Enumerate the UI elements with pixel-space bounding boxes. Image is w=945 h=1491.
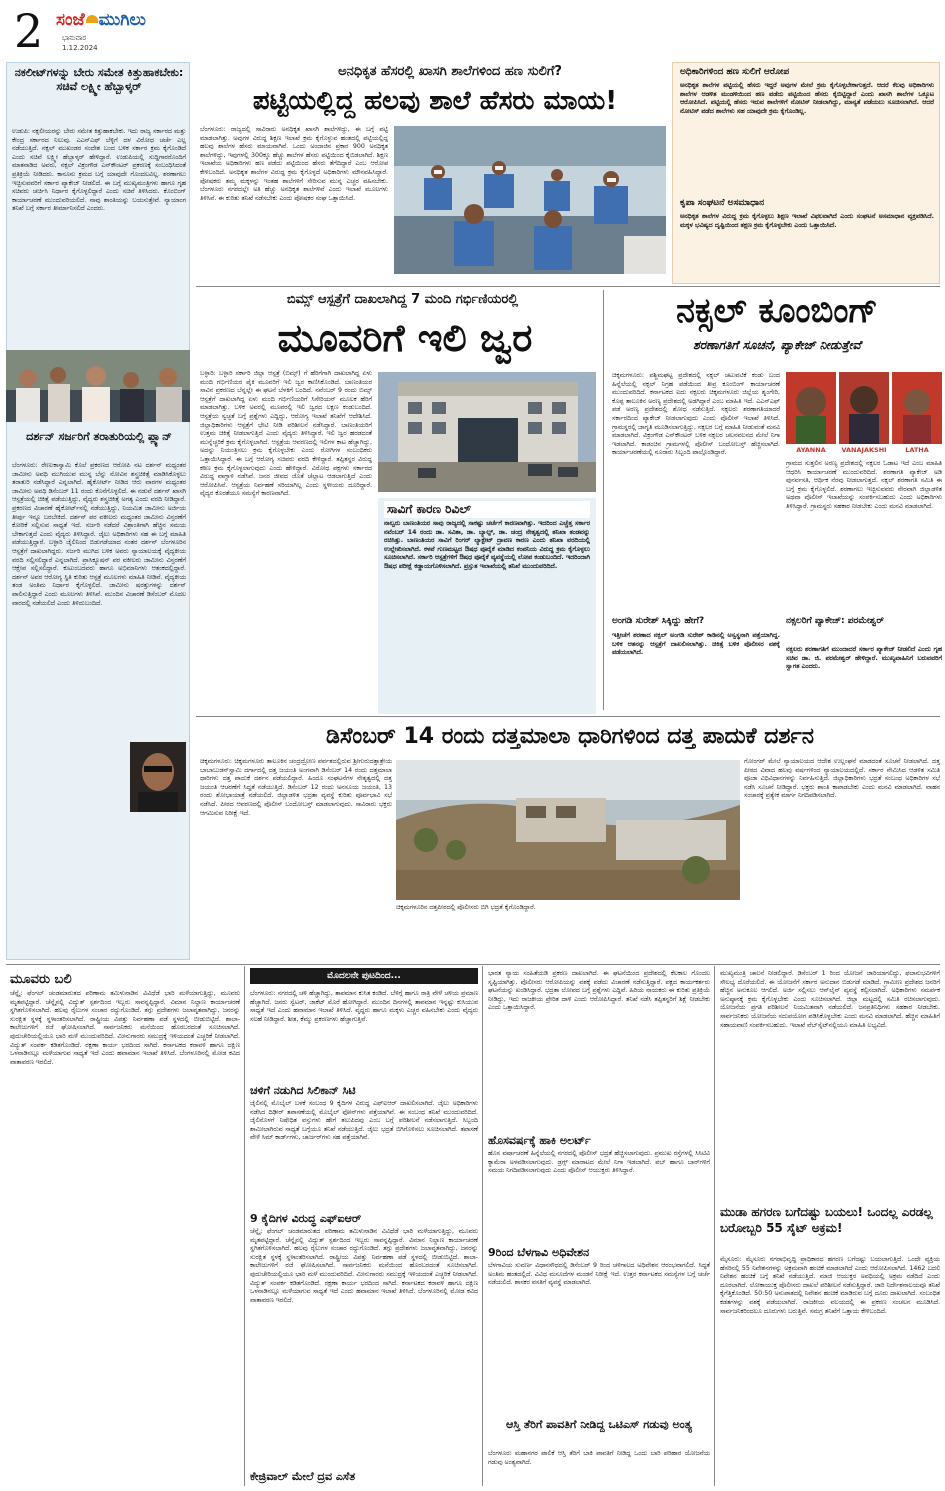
left-headline-2: ದರ್ಶನ್ ಸರ್ಜರಿಗೆ ತರಾತುರಿಯಲ್ಲಿ ಪ್ಲ್ಯಾನ್ — [26, 430, 172, 443]
naxal-name-1: AYANNA — [796, 446, 826, 454]
bottom-col4-article: ಮೈಸೂರು: ಮೈಸೂರು ನಗರಾಭಿವೃದ್ಧಿ ಪ್ರಾಧಿಕಾರದ ಹಗರಣ ಬಗೆದಷ್ಟು ಬಯಲಾಗುತ್ತಿದೆ. ಒಂದೇ ವ್ಯಕ್ತಿಯ ಹೆಸರಿನಲ್ಲಿ 55 ನಿವೇಶನಗಳನ್ನು ಅಕ್ರಮವಾಗಿ ಹಂಚಿಕೆ ಮಾಡಲಾಗಿದೆ ಎಂದು ಆರೋಪಿಸಲಾಗಿದೆ. 1462 ಬದಲಿ ನಿವೇಶನ ಹಂಚಿಕೆ ಬಗ್ಗೆ ತನಿಖೆ ನಡೆಯುತ್ತಿದೆ. ಮಾಜಿ ಆಯುಕ್ತರ ಅವಧಿಯಲ್ಲಿ ಅಕ್ರಮ ನಡೆದಿದೆ ಎಂದು ದೂರಲಾಗಿದೆ. ಲೋಕಾಯುಕ್ತ ಪೊಲೀಸರು ದಾಖಲೆ ಪರಿಶೀಲನೆ ನಡೆಸುತ್ತಿದ್ದಾರೆ. ಜಾರಿ ನಿರ್ದೇಶನಾಲಯವೂ ತನಿಖೆ ಕೈಗೆತ್ತಿಕೊಂಡಿದೆ. 50:50 ಅನುಪಾತದಲ್ಲಿ ನಿವೇಶನ ಹಂಚಿಕೆ ಮಾಡಿರುವ ಬಗ್ಗೆ ದೂರು ದಾಖಲಾಗಿದೆ. ಸಂಬಂಧಿತ ಕಡತಗಳನ್ನು ವಶಕ್ಕೆ ಪಡೆಯಲಾಗಿದೆ. ರಾಜಕೀಯ ವಲಯದಲ್ಲಿ ಈ ಪ್ರಕರಣ ಸಂಚಲನ ಮೂಡಿಸಿದೆ. ಸಾರ್ವಜನಿಕರಿಂದಲೂ ದೂರುಗಳು ಬರುತ್ತಿವೆ. ಸಮಗ್ರ ತನಿಖೆಗೆ ಒತ್ತಾಯ ಕೇಳಿಬಂದಿದೆ. — [720, 1256, 940, 1315]
divider — [244, 966, 245, 1486]
rat-headline: ಮೂವರಿಗೆ ಇಲಿ ಜ್ವರ — [277, 316, 533, 360]
divider — [6, 964, 940, 965]
naxal-name-3: LATHA — [905, 446, 929, 454]
naxal-name-2: VANAJAKSHI — [841, 446, 887, 454]
datta-article-right: ಗೋಂಗರ್ ಮೇಲೆ ನ್ಯಾಯಾಲಯದ ಆದೇಶ ಉಲ್ಲಂಘನೆ ಮಾಡದಂತೆ ಸೂಚನೆ ನೀಡಲಾಗಿದೆ. ದತ್ತ ಪೀಠದ ವಿವಾದ ಹಲವು ವರ್ಷಗಳಿಂದ ನ್ಯಾಯಾಲಯದಲ್ಲಿದೆ. ಸರ್ಕಾರ ನೇಮಿಸಿದ ಆಡಳಿತ ಸಮಿತಿ ಪೂಜಾ ವಿಧಿವಿಧಾನಗಳನ್ನು ನಿರ್ವಹಿಸುತ್ತಿದೆ. ಜಿಲ್ಲಾಧಿಕಾರಿಗಳು ಭದ್ರತೆ ಸಂಬಂಧ ಅಧಿಕಾರಿಗಳ ಸಭೆ ನಡೆಸಿ ಸೂಚನೆ ನೀಡಿದ್ದಾರೆ. ಭಕ್ತರು ಶಾಂತಿ ಕಾಪಾಡಬೇಕು ಎಂದು ಮನವಿ ಮಾಡಲಾಗಿದೆ. ವಾಹನ ಸಂಚಾರಕ್ಕೆ ಪ್ರತ್ಯೇಕ ಮಾರ್ಗ ನಿಗದಿಪಡಿಸಲಾಗಿದೆ. — [744, 758, 940, 800]
bottom-col3-headline-2: 9ರಿಂದ ಬೆಳಗಾವಿ ಅಧಿವೇಶನ — [488, 1246, 590, 1259]
naxal-photos — [786, 372, 942, 456]
left-article-2: ಬೆಂಗಳೂರು: ರೇಣುಕಾಸ್ವಾಮಿ ಕೊಲೆ ಪ್ರಕರಣದ ಆರೋಪಿ ನಟ ದರ್ಶನ್ ಮಧ್ಯಂತರ ಜಾಮೀನು ಅವಧಿ ಮುಗಿಯುವ ಮುನ್ನ ಬೆನ್ನು ನೋವಿನ ಶಸ್ತ್ರಚಿಕಿತ್ಸೆ ಮಾಡಿಸಿಕೊಳ್ಳಲು ತರಾತುರಿ ನಡೆಸಿದ್ದಾರೆ ಎನ್ನಲಾಗಿದೆ. ಹೈಕೋರ್ಟ್ ನೀಡಿದ ಆರು ವಾರಗಳ ಮಧ್ಯಂತರ ಜಾಮೀನು ಅವಧಿ ಡಿಸೆಂಬರ್ 11 ರಂದು ಕೊನೆಗೊಳ್ಳಲಿದೆ. ಈ ನಡುವೆ ದರ್ಶನ್ ಖಾಸಗಿ ಆಸ್ಪತ್ರೆಯಲ್ಲಿ ಚಿಕಿತ್ಸೆ ಪಡೆಯುತ್ತಿದ್ದು, ವೈದ್ಯರು ಶಸ್ತ್ರಚಿಕಿತ್ಸೆ ಅಗತ್ಯ ಎಂದು ವರದಿ ನೀಡಿದ್ದಾರೆ. ಪ್ರಕರಣದ ವಿಚಾರಣೆ ಹೈಕೋರ್ಟ್‌ನಲ್ಲಿ ನಡೆಯುತ್ತಿದ್ದು, ನಿಯಮಿತ ಜಾಮೀನು ಅರ್ಜಿಯ ತೀರ್ಪು ಇನ್ನೂ ಬರಬೇಕಿದೆ. ದರ್ಶನ್ ಪರ ವಕೀಲರು ಮಧ್ಯಂತರ ಜಾಮೀನು ವಿಸ್ತರಣೆಗೆ ಕೋರಿಕೆ ಸಲ್ಲಿಸುವ ಸಾಧ್ಯತೆ ಇದೆ. ಸರ್ಜರಿ ನಡೆದರೆ ವಿಶ್ರಾಂತಿಗಾಗಿ ಹೆಚ್ಚಿನ ಸಮಯ ಬೇಕಾಗುತ್ತದೆ ಎಂದು ವೈದ್ಯರು ತಿಳಿಸಿದ್ದಾರೆ. ಜೈಲು ಅಧಿಕಾರಿಗಳು ಸಹ ಈ ಬಗ್ಗೆ ಮಾಹಿತಿ ಪಡೆಯುತ್ತಿದ್ದಾರೆ. ಬಳ್ಳಾರಿ ಜೈಲಿನಿಂದ ಬಿಡುಗಡೆಯಾದ ನಂತರ ದರ್ಶನ್ ಬೆಂಗಳೂರಿನ ಆಸ್ಪತ್ರೆಗೆ ದಾಖಲಾಗಿದ್ದರು. ಸರ್ಜರಿ ಮುಗಿದ ಬಳಿಕ ಅವರು ನ್ಯಾಯಾಲಯಕ್ಕೆ ವೈದ್ಯಕೀಯ ವರದಿ ಸಲ್ಲಿಸಲಿದ್ದಾರೆ ಎನ್ನಲಾಗಿದೆ. ಪ್ರಾಸಿಕ್ಯೂಷನ್ ಪರ ವಕೀಲರು ಜಾಮೀನು ವಿಸ್ತರಣೆಗೆ ಆಕ್ಷೇಪ ಸಲ್ಲಿಸಲಿದ್ದಾರೆ. ಕುಟುಂಬದವರು ಹಾಗೂ ಅಭಿಮಾನಿಗಳು ಆತಂಕದಲ್ಲಿದ್ದಾರೆ. ದರ್ಶನ್ ಅವರ ಆರೋಗ್ಯ ಸ್ಥಿತಿ ಕುರಿತು ಆಸ್ಪತ್ರೆ ಮೂಲಗಳು ಮಾಹಿತಿ ನೀಡಿವೆ. ವೈದ್ಯಕೀಯ ತಂಡ ಅಂತಿಮ ನಿರ್ಧಾರ ಕೈಗೊಳ್ಳಲಿದೆ. ಜಾಮೀನು ಷರತ್ತುಗಳನ್ನು ದರ್ಶನ್ ಪಾಲಿಸುತ್ತಿದ್ದಾರೆ ಎಂದು ಮೂಲಗಳು ತಿಳಿಸಿವೆ. ಮುಂದಿನ ವಿಚಾರಣೆ ಡಿಸೆಂಬರ್ ಮೊದಲ ವಾರದಲ್ಲಿ ನಡೆಯಲಿದೆ ಎಂದು ತಿಳಿದುಬಂದಿದೆ. — [12, 462, 186, 607]
hospital-photo — [378, 372, 596, 492]
masthead-date: 1.12.2024 — [62, 44, 98, 52]
divider — [482, 966, 483, 1486]
minister-photo — [6, 350, 190, 422]
schools-article: ಬೆಂಗಳೂರು: ರಾಜ್ಯದಲ್ಲಿ ಸಾವಿರಾರು ಅನಧಿಕೃತ ಖಾಸಗಿ ಶಾಲೆಗಳಿದ್ದು, ಈ ಬಗ್ಗೆ ಪಟ್ಟಿ ಮಾಡಲಾಗಿತ್ತು. ಅವುಗಳ ವಿರುದ್ಧ ಶಿಕ್ಷಣ ಇಲಾಖೆ ಕ್ರಮ ಕೈಗೊಳ್ಳುವ ಹಂತದಲ್ಲಿ ಪಟ್ಟಿಯಲ್ಲಿದ್ದ ಹಲವು ಶಾಲೆಗಳ ಹೆಸರು ಮಾಯವಾಗಿವೆ. ಒಂದು ಅಂದಾಜಿನ ಪ್ರಕಾರ 900 ಅನಧಿಕೃತ ಶಾಲೆಗಳಿದ್ದು, ಇವುಗಳಲ್ಲಿ 300ಕ್ಕೂ ಹೆಚ್ಚು ಶಾಲೆಗಳ ಹೆಸರು ಪಟ್ಟಿಯಿಂದ ಕೈಬಿಡಲಾಗಿದೆ. ಶಿಕ್ಷಣ ಇಲಾಖೆಯ ಅಧಿಕಾರಿಗಳು ಹಣ ಪಡೆದು ಪಟ್ಟಿಯಿಂದ ಹೆಸರು ತೆಗೆದಿದ್ದಾರೆ ಎಂಬ ಆರೋಪ ಕೇಳಿಬಂದಿದೆ. ಅನಧಿಕೃತ ಶಾಲೆಗಳ ವಿರುದ್ಧ ಕ್ರಮ ಕೈಗೊಳ್ಳದೆ ಅಧಿಕಾರಿಗಳು ಮೌನವಹಿಸಿದ್ದಾರೆ. ಪೋಷಕರು ತಮ್ಮ ಮಕ್ಕಳನ್ನು ಇಂತಹ ಶಾಲೆಗಳಿಗೆ ಸೇರಿಸುವ ಮುನ್ನ ಎಚ್ಚರ ವಹಿಸಬೇಕು. ಬೆಂಗಳೂರು ನಗರದಲ್ಲೇ ಅತಿ ಹೆಚ್ಚು ಅನಧಿಕೃತ ಶಾಲೆಗಳಿವೆ ಎಂದು ಇಲಾಖೆ ಮೂಲಗಳು ತಿಳಿಸಿವೆ. ಈ ಕುರಿತು ತನಿಖೆ ನಡೆಸಬೇಕು ಎಂದು ಪೋಷಕರ ಸಂಘ ಒತ್ತಾಯಿಸಿದೆ. — [200, 126, 388, 202]
bottom-col2-headline-1: ಚಳಿಗೆ ನಡುಗಿದ ಸಿಲಿಕಾನ್ ಸಿಟಿ — [250, 1084, 356, 1097]
rat-box-body: ನಾಲ್ವರು ಬಾಣಂತಿಯರ ಸಾವು ರಾಜ್ಯದಲ್ಲಿ ಸಾಕಷ್ಟು ಚರ್ಚೆಗೆ ಕಾರಣವಾಗಿತ್ತು. ಇದರಿಂದ ಎಚ್ಚೆತ್ತ ಸರ್ಕಾರ ನವೆಂಬರ್ 14 ರಂದು ಡಾ. ಸವಿತಾ, ಡಾ. ಬ್ಯಾಲ್ಪ್, ಡಾ. ಚಂದ್ರ ನೇತೃತ್ವದಲ್ಲಿ ತನಿಖಾ ತಂಡವನ್ನು ರಚಿಸಿತ್ತು. ಬಾಣಂತಿಯರ ಸಾವಿಗೆ ರಿಂಗರ್ ಲ್ಯಾಕ್ಟೇಟ್ ದ್ರಾವಣ ಕಾರಣ ಎಂದು ತನಿಖಾ ವರದಿಯಲ್ಲಿ ಉಲ್ಲೇಖಿಸಲಾಗಿದೆ. ಕಳಪೆ ಗುಣಮಟ್ಟದ ಔಷಧ ಪೂರೈಕೆ ಮಾಡಿದ ಕಂಪನಿಯ ವಿರುದ್ಧ ಕ್ರಮ ಕೈಗೊಳ್ಳಲು ಸೂಚಿಸಲಾಗಿದೆ. ಸರ್ಕಾರಿ ಆಸ್ಪತ್ರೆಗಳಿಗೆ ಔಷಧ ಪೂರೈಕೆ ವ್ಯವಸ್ಥೆಯಲ್ಲಿ ಲೋಪ ಕಂಡುಬಂದಿದೆ. ಇದರಿಂದಾಗಿ ಔಷಧ ಪರೀಕ್ಷೆ ಕಡ್ಡಾಯಗೊಳಿಸಲಾಗಿದೆ. ಪ್ರಸ್ತುತ ಇಲಾಖೆಯಲ್ಲಿ ತನಿಖೆ ಮುಂದುವರಿದಿದೆ. — [384, 520, 590, 570]
right-box-body-1: ಅನಧಿಕೃತ ಶಾಲೆಗಳ ಪಟ್ಟಿಯಲ್ಲಿ ಹೆಸರು ಇದ್ದರೆ ಅವುಗಳ ಮೇಲೆ ಕ್ರಮ ಕೈಗೊಳ್ಳಬೇಕಾಗುತ್ತದೆ. ಆದರೆ ಕೆಲವು ಅಧಿಕಾರಿಗಳು ಶಾಲೆಗಳ ಆಡಳಿತ ಮಂಡಳಿಯಿಂದ ಹಣ ಪಡೆದು ಪಟ್ಟಿಯಿಂದ ಹೆಸರು ಕೈಬಿಟ್ಟಿದ್ದಾರೆ ಎಂದು ಖಾಸಗಿ ಶಾಲೆಗಳ ಒಕ್ಕೂಟ ಆರೋಪಿಸಿದೆ. ಪಟ್ಟಿಯಲ್ಲಿ ಹೆಸರು ಇರುವ ಶಾಲೆಗಳಿಗೆ ನೋಟಿಸ್ ನೀಡಲಾಗಿದ್ದು, ಮಾನ್ಯತೆ ಪಡೆಯಲು ಸೂಚಿಸಲಾಗಿದೆ. ಆದರೆ ನೋಟಿಸ್ ಪಡೆದ ಶಾಲೆಗಳು ಸಹ ಯಾವುದೇ ಕ್ರಮ ಕೈಗೊಂಡಿಲ್ಲ. — [680, 82, 934, 115]
datta-peeta-photo — [396, 760, 740, 900]
schools-headline: ಪಟ್ಟಿಯಲ್ಲಿದ್ದ ಹಲವು ಶಾಲೆ ಹೆಸರು ಮಾಯ! — [252, 86, 618, 116]
masthead — [0, 0, 945, 58]
bottom-col1-headline: ಮೂವರು ಬಲಿ — [10, 972, 72, 987]
rat-kicker: ಬಿಮ್ಸ್ ಆಸ್ಪತ್ರೆಗೆ ದಾಖಲಾಗಿದ್ದ 7 ಮಂದಿ ಗರ್ಭಿಣಿಯರಲ್ಲಿ — [286, 292, 519, 307]
divider — [714, 966, 715, 1486]
front-page-banner — [250, 968, 478, 984]
bottom-col2-article-1: ಜೈಲಿನಲ್ಲಿ ಮೊಬೈಲ್ ಬಳಕೆ ಸಂಬಂಧ 9 ಕೈದಿಗಳ ವಿರುದ್ಧ ಎಫ್‌ಐಆರ್ ದಾಖಲಿಸಲಾಗಿದೆ. ಜೈಲು ಅಧಿಕಾರಿಗಳು ನಡೆಸಿದ ದಿಢೀರ್ ತಪಾಸಣೆಯಲ್ಲಿ ಮೊಬೈಲ್ ಫೋನ್‌ಗಳು ಪತ್ತೆಯಾಗಿವೆ. ಈ ಸಂಬಂಧ ತನಿಖೆ ಮುಂದುವರಿದಿದೆ. ಜೈಲಿನೊಳಗೆ ನಿಷೇಧಿತ ವಸ್ತುಗಳು ಹೇಗೆ ತಲುಪಿದವು ಎಂಬ ಬಗ್ಗೆ ಪರಿಶೀಲನೆ ನಡೆಸಲಾಗುತ್ತಿದೆ. ಸಿಬ್ಬಂದಿ ಶಾಮೀಲಾಗಿರುವ ಸಾಧ್ಯತೆ ಬಗ್ಗೆಯೂ ತನಿಖೆ ನಡೆಯುತ್ತಿದೆ. ಜೈಲು ಭದ್ರತೆ ಬಿಗಿಗೊಳಿಸಲು ಸೂಚಿಸಲಾಗಿದೆ. ತಪಾಸಣೆ ವೇಳೆ ಸಿಮ್ ಕಾರ್ಡ್‌ಗಳು, ಚಾರ್ಜರ್‌ಗಳು ಸಹ ಪತ್ತೆಯಾಗಿವೆ. — [250, 1100, 478, 1142]
divider — [196, 286, 940, 287]
bottom-col2-headline-2: 9 ಕೈದಿಗಳ ವಿರುದ್ಧ ಎಫ್‌ಐಆರ್ — [250, 1212, 362, 1225]
masthead-logo — [56, 10, 146, 32]
schools-kicker: ಅನಧಿಕೃತ ಹೆಸರಲ್ಲಿ ಖಾಸಗಿ ಶಾಲೆಗಳಿಂದ ಹಣ ಸುಲಿಗೆ? — [338, 64, 562, 79]
bottom-col3-article-1: ಹೊಸ ವರ್ಷಾಚರಣೆ ಹಿನ್ನೆಲೆಯಲ್ಲಿ ನಗರದಲ್ಲಿ ಪೊಲೀಸ್ ಭದ್ರತೆ ಹೆಚ್ಚಿಸಲಾಗುವುದು. ಪ್ರಮುಖ ರಸ್ತೆಗಳಲ್ಲಿ ಸಿಸಿಟಿವಿ ಕ್ಯಾಮೆರಾ ಅಳವಡಿಸಲಾಗುವುದು. ಡ್ರಗ್ಸ್ ಮಾರಾಟದ ಮೇಲೆ ನಿಗಾ ಇಡಲಾಗಿದೆ. ಪಬ್ ಹಾಗೂ ಬಾರ್‌ಗಳಿಗೆ ಸಮಯ ನಿಗದಿಪಡಿಸಲಾಗುವುದು ಎಂದು ಪೊಲೀಸ್ ಆಯುಕ್ತರು ತಿಳಿಸಿದ್ದಾರೆ. — [488, 1150, 710, 1175]
bottom-col3-headline-1: ಹೊಸವರ್ಷಕ್ಕೆ ಹಾಕಿ ಅಲರ್ಟ್ — [488, 1134, 591, 1147]
right-box-title-2: ಕೃಪಾ ಸಂಘಟನೆ ಅಸಮಾಧಾನ — [680, 198, 765, 208]
darshan-photo — [130, 742, 186, 812]
naxal-article: ಚಿಕ್ಕಮಗಳೂರು: ಪಶ್ಚಿಮಘಟ್ಟ ಪ್ರದೇಶದಲ್ಲಿ ನಕ್ಸಲ್ ಚಟುವಟಿಕೆ ಕಂಡು ಬಂದ ಹಿನ್ನೆಲೆಯಲ್ಲಿ ನಕ್ಸಲ್ ನಿಗ್ರಹ ಪಡೆಯಿಂದ ತೀವ್ರ ಕೂಂಬಿಂಗ್ ಕಾರ್ಯಾಚರಣೆ ಮುಂದುವರಿದಿದೆ. ಕರ್ನಾಟಕದ ಐದು ನಕ್ಸಲರು ಚಿಕ್ಕಮಗಳೂರು ಜಿಲ್ಲೆಯ ಶೃಂಗೇರಿ, ಕೊಪ್ಪ ತಾಲೂಕಿನ ಅರಣ್ಯ ಪ್ರದೇಶದಲ್ಲಿ ಅಡಗಿದ್ದಾರೆ ಎಂಬ ಮಾಹಿತಿ ಇದೆ. ಎಎನ್‌ಎಫ್ ಪಡೆ ಅರಣ್ಯ ಪ್ರದೇಶದಲ್ಲಿ ಶೋಧ ನಡೆಸುತ್ತಿದೆ. ನಕ್ಸಲರು ಶರಣಾಗತಿಯಾದರೆ ಸರ್ಕಾರದಿಂದ ಪ್ಯಾಕೇಜ್ ನೀಡಲಾಗುವುದು ಎಂದು ಪೊಲೀಸ್ ಇಲಾಖೆ ತಿಳಿಸಿದೆ. ಗ್ರಾಮಸ್ಥರಲ್ಲಿ ಜಾಗೃತಿ ಮೂಡಿಸಲಾಗುತ್ತಿದ್ದು, ನಕ್ಸಲರ ಬಗ್ಗೆ ಮಾಹಿತಿ ನೀಡುವಂತೆ ಮನವಿ ಮಾಡಲಾಗಿದೆ. ವಿಕ್ರಂಗೌಡ ಎನ್‌ಕೌಂಟರ್ ಬಳಿಕ ನಕ್ಸಲರ ಚಲನವಲನದ ಮೇಲೆ ನಿಗಾ ಇಡಲಾಗಿದೆ. ಕಾಡಂಚಿನ ಗ್ರಾಮಗಳಲ್ಲಿ ಪೊಲೀಸ್ ಬಂದೋಬಸ್ತ್ ಹೆಚ್ಚಿಸಲಾಗಿದೆ. ಕಾರ್ಯಾಚರಣೆಯಲ್ಲಿ ನೂರಾರು ಸಿಬ್ಬಂದಿ ಪಾಲ್ಗೊಂಡಿದ್ದಾರೆ. — [612, 372, 780, 457]
right-box-title-1: ಅಧಿಕಾರಿಗಳಿಂದ ಹಣ ಸುಲಿಗೆ ಆರೋಪ — [680, 67, 790, 77]
naxal-subhead: ಶರಣಾಗತಿಗೆ ಸೂಚನೆ, ಪ್ಯಾಕೇಜ್ ನೀಡುತ್ತೇವೆ — [693, 338, 861, 352]
logo-sun-icon — [86, 15, 98, 23]
datta-headline: ಡಿಸೆಂಬರ್ 14 ರಂದು ದತ್ತಮಾಲಾ ಧಾರಿಗಳಿಂದ ದತ್ತ ಪಾದುಕೆ ದರ್ಶನ — [325, 724, 815, 749]
bottom-col3-headline-3: ಆಸ್ತಿ ತೆರಿಗೆ ಪಾವತಿಗೆ ನೀಡಿದ್ದ ಒಟಿಎಸ್ ಗಡುವು ಅಂತ್ಯ — [506, 1418, 692, 1431]
masthead-weekday: ಭಾನುವಾರ — [62, 34, 87, 42]
naxal-article-right: ಗ್ರಾಮದ ಸುತ್ತಲಿನ ಅರಣ್ಯ ಪ್ರದೇಶದಲ್ಲಿ ನಕ್ಸಲರ ಓಡಾಟ ಇದೆ ಎಂಬ ಮಾಹಿತಿ ಆಧರಿಸಿ ಕಾರ್ಯಾಚರಣೆ ಮುಂದುವರಿದಿದೆ. ಶರಣಾಗತಿ ಪ್ಯಾಕೇಜ್ ಅಡಿ ಪುನರ್ವಸತಿ, ಆರ್ಥಿಕ ನೆರವು ನೀಡಲಾಗುತ್ತದೆ. ನಕ್ಸಲ್ ಶರಣಾಗತಿ ಸಮಿತಿ ಈ ಬಗ್ಗೆ ಕ್ರಮ ಕೈಗೊಳ್ಳಲಿದೆ. ಶರಣಾಗಲು ಇಚ್ಛಿಸುವವರು ನೇರವಾಗಿ ಜಿಲ್ಲಾಡಳಿತ ಅಥವಾ ಪೊಲೀಸ್ ಇಲಾಖೆಯನ್ನು ಸಂಪರ್ಕಿಸಬಹುದು ಎಂದು ಅಧಿಕಾರಿಗಳು ತಿಳಿಸಿದ್ದಾರೆ. ಗ್ರಾಮಸ್ಥರು ಸಹಕಾರ ನೀಡಬೇಕು ಎಂದು ಮನವಿ ಮಾಡಲಾಗಿದೆ. — [786, 460, 942, 510]
naxal-sub-2-body: ನಕ್ಸಲರು ಶರಣಾಗತಿಗೆ ಮುಂದಾದರೆ ಸರ್ಕಾರ ಪ್ಯಾಕೇಜ್ ನೀಡಲಿದೆ ಎಂದು ಗೃಹ ಸಚಿವ ಡಾ. ಜಿ. ಪರಮೇಶ್ವರ್ ಹೇಳಿದ್ದಾರೆ. ಮುಖ್ಯವಾಹಿನಿಗೆ ಬರುವವರಿಗೆ ಸ್ವಾಗತ ಎಂದರು. — [786, 646, 942, 671]
bottom-col2-article-2: ಚೆನ್ನೈ: ಫೆಂಗಲ್ ಚಂಡಮಾರುತದ ಪರಿಣಾಮ ತಮಿಳುನಾಡಿನ ವಿವಿಧೆಡೆ ಭಾರಿ ಮಳೆಯಾಗುತ್ತಿದ್ದು, ಮೂವರು ಮೃತಪಟ್ಟಿದ್ದಾರೆ. ಚೆನ್ನೈನಲ್ಲಿ ವಿದ್ಯುತ್ ಸ್ಪರ್ಶದಿಂದ ಇಬ್ಬರು ಸಾವನ್ನಪ್ಪಿದ್ದಾರೆ. ವಿಮಾನ ನಿಲ್ದಾಣ ಕಾರ್ಯಾಚರಣೆ ಸ್ಥಗಿತಗೊಳಿಸಲಾಗಿದೆ. ಹಲವು ರೈಲುಗಳ ಸಂಚಾರ ರದ್ದುಗೊಂಡಿದೆ. ತಗ್ಗು ಪ್ರದೇಶಗಳು ಜಲಾವೃತವಾಗಿದ್ದು, ಜನರನ್ನು ಸುರಕ್ಷಿತ ಸ್ಥಳಕ್ಕೆ ಸ್ಥಳಾಂತರಿಸಲಾಗಿದೆ. ರಾಷ್ಟ್ರೀಯ ವಿಪತ್ತು ನಿರ್ವಹಣಾ ಪಡೆ ಸ್ಥಳದಲ್ಲಿ ಬೀಡುಬಿಟ್ಟಿದೆ. ಶಾಲಾ-ಕಾಲೇಜುಗಳಿಗೆ ರಜೆ ಘೋಷಿಸಲಾಗಿದೆ. ಸಾರ್ವಜನಿಕರು ಮನೆಯಿಂದ ಹೊರಬರದಂತೆ ಸೂಚಿಸಲಾಗಿದೆ. ಪುದುಚೇರಿಯಲ್ಲಿಯೂ ಭಾರಿ ಮಳೆ ಮುಂದುವರಿದಿದೆ. ಮೀನುಗಾರರು ಸಮುದ್ರಕ್ಕೆ ಇಳಿಯದಂತೆ ಎಚ್ಚರಿಕೆ ನೀಡಲಾಗಿದೆ. ವಿದ್ಯುತ್ ಸಂಪರ್ಕ ಕಡಿತಗೊಂಡಿದೆ. ರಕ್ಷಣಾ ಕಾರ್ಯ ಭರದಿಂದ ಸಾಗಿದೆ. ಕರ್ನಾಟಕದ ಕರಾವಳಿ ಹಾಗೂ ದಕ್ಷಿಣ ಒಳನಾಡಿನಲ್ಲೂ ಮಳೆಯಾಗುವ ಸಾಧ್ಯತೆ ಇದೆ ಎಂದು ಹವಾಮಾನ ಇಲಾಖೆ ತಿಳಿಸಿದೆ. ಬೆಂಗಳೂರಿನಲ್ಲಿ ಮೋಡ ಕವಿದ ವಾತಾವರಣ ಇರಲಿದೆ. — [250, 1228, 478, 1304]
naxal-sub-2: ನಕ್ಸಲರಿಗೆ ಪ್ಯಾಕೇಜ್: ಪರಮೇಶ್ವರ್ — [786, 616, 885, 626]
naxal-sub-1-body: ಇತ್ತೀಚೆಗೆ ಶರಣಾದ ನಕ್ಸಲ್ ಅಂಗಡಿ ಸುರೇಶ್ ಕಾಡಿನಲ್ಲಿ ಅಸ್ವಸ್ಥನಾಗಿ ಪತ್ತೆಯಾಗಿದ್ದ. ಬಳಿಕ ಆತನನ್ನು ಆಸ್ಪತ್ರೆಗೆ ದಾಖಲಿಸಲಾಗಿತ್ತು. ಚಿಕಿತ್ಸೆ ಬಳಿಕ ಪೊಲೀಸರ ವಶಕ್ಕೆ ಪಡೆಯಲಾಗಿದೆ. — [612, 632, 780, 657]
logo-part2: ಮುಗಿಲು — [98, 10, 146, 30]
bottom-col4-lead: ಮುಖ್ಯಮಂತ್ರಿ ಚಾಲನೆ ನೀಡಲಿದ್ದಾರೆ. ಡಿಸೆಂಬರ್ 1 ರಿಂದ ಯೋಜನೆ ಜಾರಿಯಾಗಲಿದ್ದು, ಫಲಾನುಭವಿಗಳಿಗೆ ಸೌಲಭ್ಯ ದೊರೆಯಲಿದೆ. ಈ ಯೋಜನೆಗೆ ಸರ್ಕಾರ ಅನುದಾನ ಬಿಡುಗಡೆ ಮಾಡಿದೆ. ಗ್ರಾಮೀಣ ಪ್ರದೇಶದ ಜನರಿಗೆ ಹೆಚ್ಚಿನ ಅನುಕೂಲ ಆಗಲಿದೆ. ಅರ್ಜಿ ಸಲ್ಲಿಸಲು ಆನ್‌ಲೈನ್ ವ್ಯವಸ್ಥೆ ಕಲ್ಪಿಸಲಾಗಿದೆ. ಅಧಿಕಾರಿಗಳು ಸಮರ್ಪಕ ಅನುಷ್ಠಾನಕ್ಕೆ ಕ್ರಮ ಕೈಗೊಳ್ಳಬೇಕು ಎಂದು ಸೂಚಿಸಲಾಗಿದೆ. ಜಿಲ್ಲಾ ಮಟ್ಟದಲ್ಲಿ ಸಮಿತಿ ರಚಿಸಲಾಗುವುದು. ಯೋಜನೆಯ ಪ್ರಗತಿ ಪರಿಶೀಲನೆ ನಿಯಮಿತವಾಗಿ ನಡೆಯಲಿದೆ. ಜನಪ್ರತಿನಿಧಿಗಳು ಸಹಕಾರ ನೀಡಬೇಕು. ಸಾರ್ವಜನಿಕರು ಯೋಜನೆಯ ಸದುಪಯೋಗ ಪಡಿಸಿಕೊಳ್ಳಬೇಕು ಎಂದು ಮನವಿ ಮಾಡಲಾಗಿದೆ. ಹೆಚ್ಚಿನ ಮಾಹಿತಿಗೆ ಸಹಾಯವಾಣಿ ಸಂಪರ್ಕಿಸಬಹುದು. ಇಲಾಖೆ ವೆಬ್‌ಸೈಟ್‌ನಲ್ಲಿಯೂ ಮಾಹಿತಿ ಲಭ್ಯವಿದೆ. — [720, 970, 940, 1029]
rat-article: ಬಳ್ಳಾರಿ: ಬಳ್ಳಾರಿ ಸರ್ಕಾರಿ ಜಿಲ್ಲಾ ಆಸ್ಪತ್ರೆ (ಬಿಮ್ಸ್) ಗೆ ಹೆರಿಗೆಗಾಗಿ ದಾಖಲಾಗಿದ್ದ ಏಳು ಮಂದಿ ಗರ್ಭಿಣಿಯರ ಪೈಕಿ ಮೂವರಿಗೆ ಇಲಿ ಜ್ವರ ಕಾಣಿಸಿಕೊಂಡಿದೆ. ಬಾಣಂತಿಯರ ಸಾವಿನ ಪ್ರಕರಣದ ಬೆನ್ನಲ್ಲೇ ಈ ಘಟನೆ ಬೆಳಕಿಗೆ ಬಂದಿದೆ. ನವೆಂಬರ್ 9 ರಂದು ಬಿಮ್ಸ್ ಆಸ್ಪತ್ರೆಗೆ ದಾಖಲಾಗಿದ್ದ ಏಳು ಮಂದಿ ಗರ್ಭಿಣಿಯರಿಗೆ ಸಿಸೇರಿಯನ್ ಮೂಲಕ ಹೆರಿಗೆ ಮಾಡಲಾಗಿತ್ತು. ಬಳಿಕ ಅವರಲ್ಲಿ ಮೂವರಲ್ಲಿ ಇಲಿ ಜ್ವರದ ಲಕ್ಷಣ ಕಂಡುಬಂದಿದೆ. ಆಸ್ಪತ್ರೆಯ ಸ್ವಚ್ಛತೆ ಬಗ್ಗೆ ಪ್ರಶ್ನೆಗಳು ಎದ್ದಿದ್ದು, ಆರೋಗ್ಯ ಇಲಾಖೆ ತನಿಖೆಗೆ ಆದೇಶಿಸಿದೆ. ಜಿಲ್ಲಾಧಿಕಾರಿಗಳು ಆಸ್ಪತ್ರೆಗೆ ಭೇಟಿ ನೀಡಿ ಪರಿಶೀಲನೆ ನಡೆಸಿದ್ದಾರೆ. ಬಾಣಂತಿಯರಿಗೆ ಉತ್ತಮ ಚಿಕಿತ್ಸೆ ನೀಡಲಾಗುತ್ತಿದೆ ಎಂದು ವೈದ್ಯರು ತಿಳಿಸಿದ್ದಾರೆ. ಇಲಿ ಜ್ವರ ಹರಡದಂತೆ ಮುನ್ನೆಚ್ಚರಿಕೆ ಕ್ರಮ ಕೈಗೊಳ್ಳಲಾಗಿದೆ. ಆಸ್ಪತ್ರೆಯ ಆವರಣದಲ್ಲಿ ಇಲಿಗಳ ಕಾಟ ಹೆಚ್ಚಾಗಿದ್ದು, ಅದನ್ನು ನಿಯಂತ್ರಿಸಲು ಕ್ರಮ ಕೈಗೊಳ್ಳಬೇಕು ಎಂದು ರೋಗಿಗಳ ಸಂಬಂಧಿಕರು ಒತ್ತಾಯಿಸಿದ್ದಾರೆ. ಈ ಬಗ್ಗೆ ಆರೋಗ್ಯ ಸಚಿವರು ವರದಿ ಕೇಳಿದ್ದಾರೆ. ತಪ್ಪಿತಸ್ಥರ ವಿರುದ್ಧ ಕಠಿಣ ಕ್ರಮ ಕೈಗೊಳ್ಳಲಾಗುವುದು ಎಂದು ಹೇಳಿದ್ದಾರೆ. ವಿರೋಧ ಪಕ್ಷಗಳು ಸರ್ಕಾರದ ವಿರುದ್ಧ ವಾಗ್ದಾಳಿ ನಡೆಸಿವೆ. ಜನರ ಜೀವದ ಜೊತೆ ಚೆಲ್ಲಾಟ ಆಡಲಾಗುತ್ತಿದೆ ಎಂದು ಆರೋಪಿಸಿವೆ. ಆಸ್ಪತ್ರೆಯ ನಿರ್ವಹಣೆ ಸರಿಯಾಗಿಲ್ಲ ಎಂದು ಸ್ಥಳೀಯರು ದೂರಿದ್ದಾರೆ. ವೈದ್ಯರ ಕೊರತೆಯೂ ಸಮಸ್ಯೆಗೆ ಕಾರಣವಾಗಿದೆ. — [200, 370, 372, 498]
left-headline-1: ನಕಲೀಟ್‌ಗಳನ್ನು ಬೇರು ಸಮೇತ ಕಿತ್ತುಹಾಕಬೇಕು: ಸಚಿವೆ ಲಕ್ಷ್ಮೀ ಹೆಬ್ಬಾಳ್ಕರ್ — [14, 66, 184, 93]
divider — [603, 290, 604, 710]
naxal-sub-1: ಅಂಗಡಿ ಸುರೇಶ್ ಸಿಕ್ಕಿದ್ದು ಹೇಗೆ? — [612, 616, 705, 626]
bottom-col4-headline: ಮುಡಾ ಹಗರಣ ಬಗೆದಷ್ಟು ಬಯಲು! ಒಂದಲ್ಲ ಎರಡಲ್ಲ ಬರೋಬ್ಬರಿ 55 ಸೈಟ್ ಅಕ್ರಮ! — [720, 1205, 933, 1235]
bottom-col1-article: ಚೆನ್ನೈ: ಫೆಂಗಲ್ ಚಂಡಮಾರುತದ ಪರಿಣಾಮ ತಮಿಳುನಾಡಿನ ವಿವಿಧೆಡೆ ಭಾರಿ ಮಳೆಯಾಗುತ್ತಿದ್ದು, ಮೂವರು ಮೃತಪಟ್ಟಿದ್ದಾರೆ. ಚೆನ್ನೈನಲ್ಲಿ ವಿದ್ಯುತ್ ಸ್ಪರ್ಶದಿಂದ ಇಬ್ಬರು ಸಾವನ್ನಪ್ಪಿದ್ದಾರೆ. ವಿಮಾನ ನಿಲ್ದಾಣ ಕಾರ್ಯಾಚರಣೆ ಸ್ಥಗಿತಗೊಳಿಸಲಾಗಿದೆ. ಹಲವು ರೈಲುಗಳ ಸಂಚಾರ ರದ್ದುಗೊಂಡಿದೆ. ತಗ್ಗು ಪ್ರದೇಶಗಳು ಜಲಾವೃತವಾಗಿದ್ದು, ಜನರನ್ನು ಸುರಕ್ಷಿತ ಸ್ಥಳಕ್ಕೆ ಸ್ಥಳಾಂತರಿಸಲಾಗಿದೆ. ರಾಷ್ಟ್ರೀಯ ವಿಪತ್ತು ನಿರ್ವಹಣಾ ಪಡೆ ಸ್ಥಳದಲ್ಲಿ ಬೀಡುಬಿಟ್ಟಿದೆ. ಶಾಲಾ-ಕಾಲೇಜುಗಳಿಗೆ ರಜೆ ಘೋಷಿಸಲಾಗಿದೆ. ಸಾರ್ವಜನಿಕರು ಮನೆಯಿಂದ ಹೊರಬರದಂತೆ ಸೂಚಿಸಲಾಗಿದೆ. ಪುದುಚೇರಿಯಲ್ಲಿಯೂ ಭಾರಿ ಮಳೆ ಮುಂದುವರಿದಿದೆ. ಮೀನುಗಾರರು ಸಮುದ್ರಕ್ಕೆ ಇಳಿಯದಂತೆ ಎಚ್ಚರಿಕೆ ನೀಡಲಾಗಿದೆ. ವಿದ್ಯುತ್ ಸಂಪರ್ಕ ಕಡಿತಗೊಂಡಿದೆ. ರಕ್ಷಣಾ ಕಾರ್ಯ ಭರದಿಂದ ಸಾಗಿದೆ. ಕರ್ನಾಟಕದ ಕರಾವಳಿ ಹಾಗೂ ದಕ್ಷಿಣ ಒಳನಾಡಿನಲ್ಲೂ ಮಳೆಯಾಗುವ ಸಾಧ್ಯತೆ ಇದೆ ಎಂದು ಹವಾಮಾನ ಇಲಾಖೆ ತಿಳಿಸಿದೆ. ಬೆಂಗಳೂರಿನಲ್ಲಿ ಮೋಡ ಕವಿದ ವಾತಾವರಣ ಇರಲಿದೆ. — [10, 990, 240, 1066]
divider — [196, 716, 940, 717]
datta-article: ಚಿಕ್ಕಮಗಳೂರು: ಚಿಕ್ಕಮಗಳೂರು ತಾಲೂಕಿನ ಚಂದ್ರದ್ರೋಣ ಪರ್ವತದಲ್ಲಿರುವ ಶ್ರೀಗುರುದತ್ತಾತ್ರೇಯ ಬಾಬಾಬುಡನ್‌ಸ್ವಾಮಿ ದರ್ಗಾದಲ್ಲಿ ದತ್ತ ಜಯಂತಿ ಅಂಗವಾಗಿ ಡಿಸೆಂಬರ್ 14 ರಂದು ದತ್ತಮಾಲಾ ಧಾರಿಗಳು ದತ್ತ ಪಾದುಕೆ ದರ್ಶನ ಪಡೆಯಲಿದ್ದಾರೆ. ಹಿಂದೂ ಸಂಘಟನೆಗಳ ನೇತೃತ್ವದಲ್ಲಿ ದತ್ತ ಜಯಂತಿ ಆಚರಣೆಗೆ ಸಿದ್ಧತೆ ನಡೆಯುತ್ತಿದೆ. ಡಿಸೆಂಬರ್ 12 ರಂದು ಅನಸೂಯ ಜಯಂತಿ, 13 ರಂದು ಶೋಭಾಯಾತ್ರೆ ನಡೆಯಲಿದೆ. ಜಿಲ್ಲಾಡಳಿತ ಭದ್ರತಾ ವ್ಯವಸ್ಥೆ ಕುರಿತು ಪೂರ್ವಭಾವಿ ಸಭೆ ನಡೆಸಿದೆ. ಪೀಠದ ಆವರಣದಲ್ಲಿ ಪೊಲೀಸ್ ಬಂದೋಬಸ್ತ್ ಮಾಡಲಾಗುವುದು. ಸಾವಿರಾರು ಭಕ್ತರು ಆಗಮಿಸುವ ನಿರೀಕ್ಷೆ ಇದೆ. — [200, 758, 392, 817]
naxal-photo-names — [786, 446, 942, 456]
bottom-col3-article-3: ಬೆಂಗಳೂರು ಮಹಾನಗರ ಪಾಲಿಕೆ ಆಸ್ತಿ ತೆರಿಗೆ ಬಾಕಿ ಪಾವತಿಗೆ ನೀಡಿದ್ದ ಒಂದು ಬಾರಿ ಪರಿಹಾರ ಯೋಜನೆಯ ಗಡುವು ಅಂತ್ಯವಾಗಿದೆ. — [488, 1450, 710, 1466]
page-number: 2 — [14, 4, 44, 58]
classroom-photo — [394, 126, 666, 274]
bottom-col3-lead: ಭಾರತ ನ್ಯಾಯ ಸಂಹಿತೆಯಡಿ ಪ್ರಕರಣ ದಾಖಲಾಗಿದೆ. ಈ ಘಟನೆಯಿಂದ ಪ್ರದೇಶದಲ್ಲಿ ಕೆಲಕಾಲ ಗೊಂದಲ ಸೃಷ್ಟಿಯಾಗಿತ್ತು. ಪೊಲೀಸರು ಆರೋಪಿಯನ್ನು ವಶಕ್ಕೆ ಪಡೆದು ವಿಚಾರಣೆ ನಡೆಸುತ್ತಿದ್ದಾರೆ. ಪಕ್ಷದ ಕಾರ್ಯಕರ್ತರು ಘಟನೆಯನ್ನು ಖಂಡಿಸಿದ್ದಾರೆ. ಭದ್ರತಾ ಲೋಪದ ಬಗ್ಗೆ ಪ್ರಶ್ನೆಗಳು ಎದ್ದಿವೆ. ಹಿರಿಯ ನಾಯಕರು ಈ ಕುರಿತು ಪ್ರತಿಕ್ರಿಯೆ ನೀಡಿದ್ದು, ಇದು ರಾಜಕೀಯ ಪ್ರೇರಿತ ದಾಳಿ ಎಂದು ಆರೋಪಿಸಿದ್ದಾರೆ. ತನಿಖೆ ನಡೆಸಿ ತಪ್ಪಿತಸ್ಥರಿಗೆ ಶಿಕ್ಷೆ ನೀಡಬೇಕು ಎಂದು ಒತ್ತಾಯಿಸಿದ್ದಾರೆ. — [488, 970, 710, 1012]
bottom-col2-headline-3: ಕೇಜ್ರಿವಾಲ್ ಮೇಲೆ ದ್ರವ ಎಸೆತ — [250, 1470, 356, 1483]
right-box-body-2: ಅನಧಿಕೃತ ಶಾಲೆಗಳ ವಿರುದ್ಧ ಕ್ರಮ ಕೈಗೊಳ್ಳಲು ಶಿಕ್ಷಣ ಇಲಾಖೆ ವಿಫಲವಾಗಿದೆ ಎಂದು ಸಂಘಟನೆ ಅಸಮಾಧಾನ ವ್ಯಕ್ತಪಡಿಸಿದೆ. ಮಕ್ಕಳ ಭವಿಷ್ಯದ ದೃಷ್ಟಿಯಿಂದ ತಕ್ಷಣ ಕ್ರಮ ಕೈಗೊಳ್ಳಬೇಕು ಎಂದು ಒತ್ತಾಯಿಸಿದೆ. — [680, 213, 934, 229]
front-page-banner-label: ಮೊದಲನೇ ಪುಟದಿಂದ... — [327, 971, 401, 981]
naxal-headline: ನಕ್ಸಲ್ ಕೂಂಬಿಂಗ್ — [676, 291, 878, 331]
bottom-col2-lead: ಬೆಂಗಳೂರು: ನಗರದಲ್ಲಿ ಚಳಿ ಹೆಚ್ಚಾಗಿದ್ದು, ತಾಪಮಾನ ಕುಸಿತ ಕಂಡಿದೆ. ಬೆಳಿಗ್ಗೆ ಹಾಗೂ ರಾತ್ರಿ ವೇಳೆ ಚಳಿಯ ಪ್ರಮಾಣ ಹೆಚ್ಚಾಗಿದೆ. ಜನರು ಸ್ವೆಟರ್, ಜಾಕೆಟ್ ಮೊರೆ ಹೋಗಿದ್ದಾರೆ. ಮುಂದಿನ ದಿನಗಳಲ್ಲಿ ತಾಪಮಾನ ಇನ್ನಷ್ಟು ಕುಸಿಯುವ ಸಾಧ್ಯತೆ ಇದೆ ಎಂದು ಹವಾಮಾನ ಇಲಾಖೆ ತಿಳಿಸಿದೆ. ವೃದ್ಧರು ಹಾಗೂ ಮಕ್ಕಳು ಎಚ್ಚರ ವಹಿಸಬೇಕು ಎಂದು ವೈದ್ಯರು ಸಲಹೆ ನೀಡಿದ್ದಾರೆ. ಶೀತ, ಕೆಮ್ಮು ಪ್ರಕರಣಗಳು ಹೆಚ್ಚಾಗುತ್ತಿವೆ. — [250, 990, 478, 1023]
logo-part1: ಸಂಜೆ — [56, 10, 85, 30]
left-article-1: ಉಡುಪಿ: ನಕ್ಸಲೀಯರನ್ನು ಬೇರು ಸಮೇತ ಕಿತ್ತುಹಾಕಬೇಕು. ಇದು ರಾಜ್ಯ ಸರ್ಕಾರದ ಮತ್ತು ಕೇಂದ್ರ ಸರ್ಕಾರದ ನಿಲುವು. ಎಎನ್‌ಎಫ್ ಬೆಳ್ಳಿಗೆ ದಳ ವಿರೋಧ ಚರ್ಚೆ ಎಲ್ಲ ನಡೆಯುತ್ತಿದೆ. ನಕ್ಸಲ್ ಮುಖಂಡರ ಸಂದೇಶ ಬಂದ ಬಳಿಕ ಸರ್ಕಾರ ಕ್ರಮ ಕೈಗೊಂಡಿದೆ ಎಂದು ಸಚಿವೆ ಲಕ್ಷ್ಮೀ ಹೆಬ್ಬಾಳ್ಕರ್ ಹೇಳಿದ್ದಾರೆ. ಉಡುಪಿಯಲ್ಲಿ ಸುದ್ದಿಗಾರರೊಂದಿಗೆ ಮಾತನಾಡಿದ ಅವರು, ನಕ್ಸಲ್ ವಿಕ್ರಂಗೌಡ ಎನ್‌ಕೌಂಟರ್ ಪ್ರಕರಣಕ್ಕೆ ಸಂಬಂಧಿಸಿದಂತೆ ಪ್ರತಿಕ್ರಿಯೆ ನೀಡಿದರು. ಕಾನೂನು ಕ್ರಮದ ಬಗ್ಗೆ ಯಾವುದೇ ಗೊಂದಲವಿಲ್ಲ. ಶರಣಾಗಲು ಇಚ್ಛಿಸುವವರಿಗೆ ಸರ್ಕಾರ ಪ್ಯಾಕೇಜ್ ನೀಡಲಿದೆ. ಈ ಬಗ್ಗೆ ಮುಖ್ಯಮಂತ್ರಿಗಳು ಹಾಗೂ ಗೃಹ ಸಚಿವರು ಚರ್ಚಿಸಿ ನಿರ್ಧಾರ ಕೈಗೊಳ್ಳಲಿದ್ದಾರೆ ಎಂದು ಸಚಿವೆ ತಿಳಿಸಿದರು. ಕೊಂಬಿಂಗ್ ಕಾರ್ಯಾಚರಣೆ ಮುಂದುವರಿಯಲಿದೆ. ನಾವು ಶಾಂತಿಯನ್ನು ಬಯಸುತ್ತೇವೆ. ನ್ಯಾಯಾಂಗ ತನಿಖೆ ಬಗ್ಗೆ ಸರ್ಕಾರ ತೀರ್ಮಾನಿಸಲಿದೆ ಎಂದರು. — [12, 128, 186, 213]
datta-caption: ಚಿಕ್ಕಮಗಳೂರಿನ ದತ್ತಪೀಠದಲ್ಲಿ ಪೊಲೀಸರು ಬಿಗಿ ಭದ್ರತೆ ಕೈಗೊಂಡಿದ್ದಾರೆ. — [396, 904, 536, 911]
bottom-col3-article-2: ಬೆಳಗಾವಿಯ ಸುವರ್ಣ ವಿಧಾನಸೌಧದಲ್ಲಿ ಡಿಸೆಂಬರ್ 9 ರಿಂದ ಚಳಿಗಾಲದ ಅಧಿವೇಶನ ಆರಂಭವಾಗಲಿದೆ. ಸಿದ್ಧತೆ ಅಂತಿಮ ಹಂತದಲ್ಲಿದೆ. ವಿವಿಧ ಮಸೂದೆಗಳ ಮಂಡನೆ ನಿರೀಕ್ಷೆ ಇದೆ. ಉತ್ತರ ಕರ್ನಾಟಕದ ಸಮಸ್ಯೆಗಳ ಬಗ್ಗೆ ಚರ್ಚೆ ನಡೆಯಲಿದೆ. ಶಾಸಕರ ವಸತಿಗೆ ವ್ಯವಸ್ಥೆ ಮಾಡಲಾಗಿದೆ. — [488, 1262, 710, 1287]
rat-box-title: ಸಾವಿಗೆ ಕಾರಣ ರಿವಿಲ್ — [384, 501, 590, 518]
